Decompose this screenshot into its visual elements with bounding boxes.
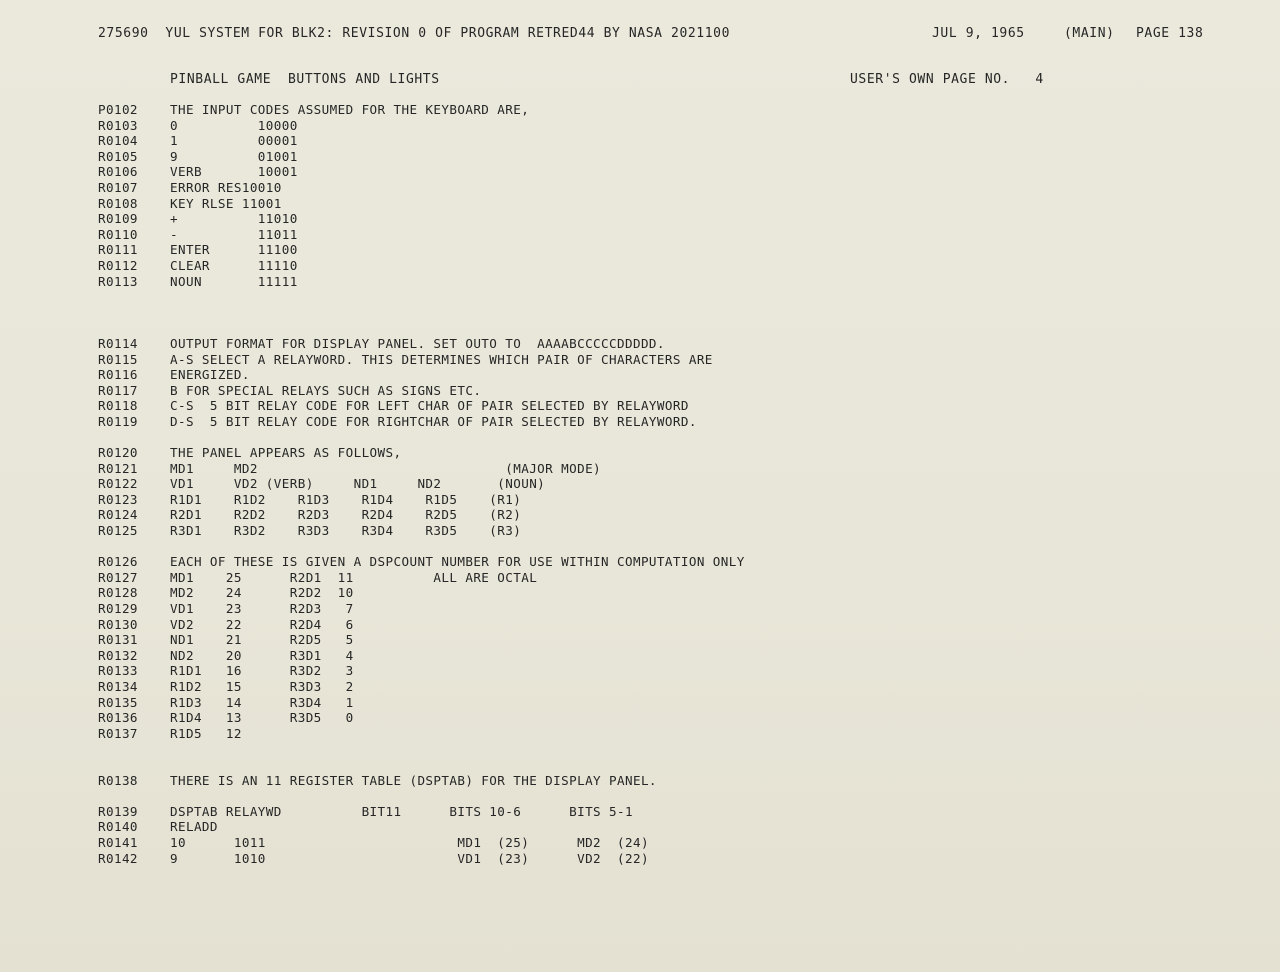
line-text: R1D1 16 R3D2 3 — [170, 663, 354, 679]
line-text — [170, 429, 1098, 445]
line-number: R0141 — [98, 834, 138, 850]
listing-line — [98, 570, 1098, 586]
line-number: R0126 — [98, 554, 138, 570]
line-number: R0128 — [98, 585, 138, 601]
line-number: R0105 — [98, 148, 138, 164]
line-number: R0116 — [98, 367, 138, 383]
header-section: (MAIN) — [1064, 26, 1115, 41]
listing-line — [98, 258, 1098, 274]
line-text: D-S 5 BIT RELAY CODE FOR RIGHTCHAR OF PAIR SELECTED BY RELAYWORD. — [170, 413, 697, 429]
line-number — [98, 788, 170, 804]
line-number — [98, 289, 170, 305]
header-program-info: 275690 YUL SYSTEM FOR BLK2: REVISION 0 OF PROGRAM RETRED44 BY NASA 2021100 — [98, 26, 730, 41]
line-number: R0134 — [98, 678, 138, 694]
listing-line — [98, 227, 1098, 243]
line-text: 1 00001 — [170, 133, 298, 149]
listing-line — [98, 461, 1098, 477]
line-number: R0121 — [98, 460, 138, 476]
line-text: NOUN 11111 — [170, 273, 298, 289]
line-text: R1D2 15 R3D3 2 — [170, 678, 354, 694]
line-number: P0102 — [98, 102, 138, 117]
line-text: ENERGIZED. — [170, 367, 250, 383]
listing-line — [98, 773, 1098, 789]
line-number: R0127 — [98, 569, 138, 585]
line-text: DSPTAB RELAYWD BIT11 BITS 10-6 BITS 5-1 — [170, 803, 633, 819]
listing-line — [98, 305, 1098, 321]
line-text: ND2 20 R3D1 4 — [170, 647, 354, 663]
line-number: R0135 — [98, 694, 138, 710]
line-number: R0124 — [98, 507, 138, 523]
listing-line — [98, 398, 1098, 414]
listing-line — [98, 554, 1098, 570]
line-number: R0112 — [98, 257, 138, 273]
line-text: RELADD — [170, 819, 218, 835]
listing-line — [98, 352, 1098, 368]
line-number: R0113 — [98, 273, 138, 289]
line-text: VERB 10001 — [170, 164, 298, 180]
header-page-number: PAGE 138 — [1136, 26, 1204, 41]
listing-line — [98, 804, 1098, 820]
listing-line — [98, 710, 1098, 726]
listing-line — [98, 336, 1098, 352]
line-number: R0131 — [98, 632, 138, 648]
bleed-through-ghost — [160, 930, 843, 944]
line-text: KEY RLSE 11001 — [170, 195, 282, 211]
listing-line — [98, 414, 1098, 430]
line-number: R0118 — [98, 398, 138, 414]
line-text — [170, 539, 1098, 555]
line-number: R0119 — [98, 413, 138, 429]
line-text: R3D1 R3D2 R3D3 R3D4 R3D5 (R3) — [170, 523, 522, 539]
line-text: MD2 24 R2D2 10 — [170, 585, 354, 601]
listing-line — [98, 274, 1098, 290]
line-text: EACH OF THESE IS GIVEN A DSPCOUNT NUMBER FOR USE WITHIN COMPUTATION ONLY — [170, 554, 745, 570]
listing-line — [98, 492, 1098, 508]
header-date: JUL 9, 1965 — [932, 26, 1025, 41]
listing-line — [98, 133, 1098, 149]
listing-line — [98, 211, 1098, 227]
line-text: CLEAR 11110 — [170, 257, 298, 273]
listing-line — [98, 851, 1098, 867]
line-text: R1D3 14 R3D4 1 — [170, 694, 354, 710]
line-number: R0108 — [98, 195, 138, 211]
line-number: R0104 — [98, 133, 138, 149]
listing-line — [98, 632, 1098, 648]
line-number — [98, 320, 170, 336]
listing-line — [98, 445, 1098, 461]
listing-line — [98, 757, 1098, 773]
line-text: VD1 VD2 (VERB) ND1 ND2 (NOUN) — [170, 476, 546, 492]
line-number — [98, 757, 170, 773]
line-text: R1D5 12 — [170, 725, 242, 741]
line-text: A-S SELECT A RELAYWORD. THIS DETERMINES WHICH PAIR OF CHARACTERS ARE — [170, 351, 713, 367]
line-text: B FOR SPECIAL RELAYS SUCH AS SIGNS ETC. — [170, 382, 482, 398]
listing-line — [98, 196, 1098, 212]
listing-line — [98, 507, 1098, 523]
section-title: PINBALL GAME BUTTONS AND LIGHTS — [170, 72, 440, 87]
line-number: R0130 — [98, 616, 138, 632]
line-number: R0129 — [98, 601, 138, 616]
line-text: MD1 MD2 (MAJOR MODE) — [170, 460, 602, 476]
listing-line — [98, 601, 1098, 617]
listing-line — [98, 180, 1098, 196]
line-number: R0137 — [98, 725, 138, 741]
line-text — [170, 305, 1098, 321]
line-text: 9 01001 — [170, 148, 298, 164]
line-text — [170, 788, 1098, 804]
line-text: THERE IS AN 11 REGISTER TABLE (DSPTAB) FOR THE DISPLAY PANEL. — [170, 772, 657, 788]
line-text: + 11010 — [170, 211, 298, 227]
line-number: R0120 — [98, 445, 138, 461]
listing-line — [98, 788, 1098, 804]
line-text — [170, 757, 1098, 773]
listing-line — [98, 663, 1098, 679]
line-number: R0111 — [98, 242, 138, 258]
listing-line — [98, 383, 1098, 399]
line-number: R0138 — [98, 772, 138, 788]
line-text: R1D4 13 R3D5 0 — [170, 710, 354, 726]
listing-line — [98, 648, 1098, 664]
line-number — [98, 539, 170, 555]
line-text — [170, 320, 1098, 336]
line-text: R1D1 R1D2 R1D3 R1D4 R1D5 (R1) — [170, 491, 522, 507]
listing-line — [98, 164, 1098, 180]
listing-line — [98, 741, 1098, 757]
line-text: THE PANEL APPEARS AS FOLLOWS, — [170, 445, 402, 461]
listing-line — [98, 819, 1098, 835]
listing-line — [98, 367, 1098, 383]
line-text: VD2 22 R2D4 6 — [170, 616, 354, 632]
listing-line — [98, 539, 1098, 555]
line-number: R0106 — [98, 164, 138, 180]
line-number: R0136 — [98, 710, 138, 726]
listing-line — [98, 476, 1098, 492]
user-page-number: USER'S OWN PAGE NO. 4 — [850, 72, 1044, 87]
line-number: R0122 — [98, 476, 138, 492]
listing-line — [98, 585, 1098, 601]
line-number — [98, 429, 170, 445]
line-text: R2D1 R2D2 R2D3 R2D4 R2D5 (R2) — [170, 507, 522, 523]
listing-line — [98, 242, 1098, 258]
line-number: R0125 — [98, 523, 138, 539]
line-number: R0140 — [98, 819, 138, 835]
line-text — [170, 741, 1098, 757]
line-text: OUTPUT FORMAT FOR DISPLAY PANEL. SET OUTO TO AAAABCCCCCDDDDD. — [170, 335, 665, 351]
line-text: ENTER 11100 — [170, 242, 298, 258]
line-number: R0142 — [98, 850, 138, 866]
line-number — [98, 305, 170, 321]
listing-line — [98, 118, 1098, 134]
line-number: R0132 — [98, 647, 138, 663]
code-listing — [98, 102, 1098, 866]
line-number: R0117 — [98, 382, 138, 398]
line-text: VD1 23 R2D3 7 — [170, 601, 354, 616]
line-number: R0139 — [98, 803, 138, 819]
listing-line — [98, 617, 1098, 633]
line-number: R0110 — [98, 226, 138, 242]
listing-line — [98, 523, 1098, 539]
line-number: R0133 — [98, 663, 138, 679]
line-text — [170, 289, 1098, 305]
listing-line — [98, 679, 1098, 695]
line-text: ERROR RES10010 — [170, 179, 282, 195]
listing-line — [98, 726, 1098, 742]
line-number: R0109 — [98, 211, 138, 227]
line-text: C-S 5 BIT RELAY CODE FOR LEFT CHAR OF PAIR SELECTED BY RELAYWORD — [170, 398, 689, 414]
listing-line — [98, 695, 1098, 711]
line-text: ND1 21 R2D5 5 — [170, 632, 354, 648]
line-text: 9 1010 VD1 (23) VD2 (22) — [170, 850, 649, 866]
listing-line — [98, 835, 1098, 851]
line-text: 0 10000 — [170, 117, 298, 133]
listing-line — [98, 429, 1098, 445]
line-number: R0123 — [98, 491, 138, 507]
line-text: - 11011 — [170, 226, 298, 242]
listing-line — [98, 320, 1098, 336]
line-text: THE INPUT CODES ASSUMED FOR THE KEYBOARD ARE, — [170, 102, 530, 117]
line-number: R0107 — [98, 179, 138, 195]
line-text: 10 1011 MD1 (25) MD2 (24) — [170, 834, 649, 850]
line-number — [98, 741, 170, 757]
line-number: R0103 — [98, 117, 138, 133]
line-text: MD1 25 R2D1 11 ALL ARE OCTAL — [170, 569, 538, 585]
line-number: R0114 — [98, 335, 138, 351]
listing-line — [98, 102, 1098, 118]
line-number: R0115 — [98, 351, 138, 367]
listing-line — [98, 149, 1098, 165]
listing-line — [98, 289, 1098, 305]
